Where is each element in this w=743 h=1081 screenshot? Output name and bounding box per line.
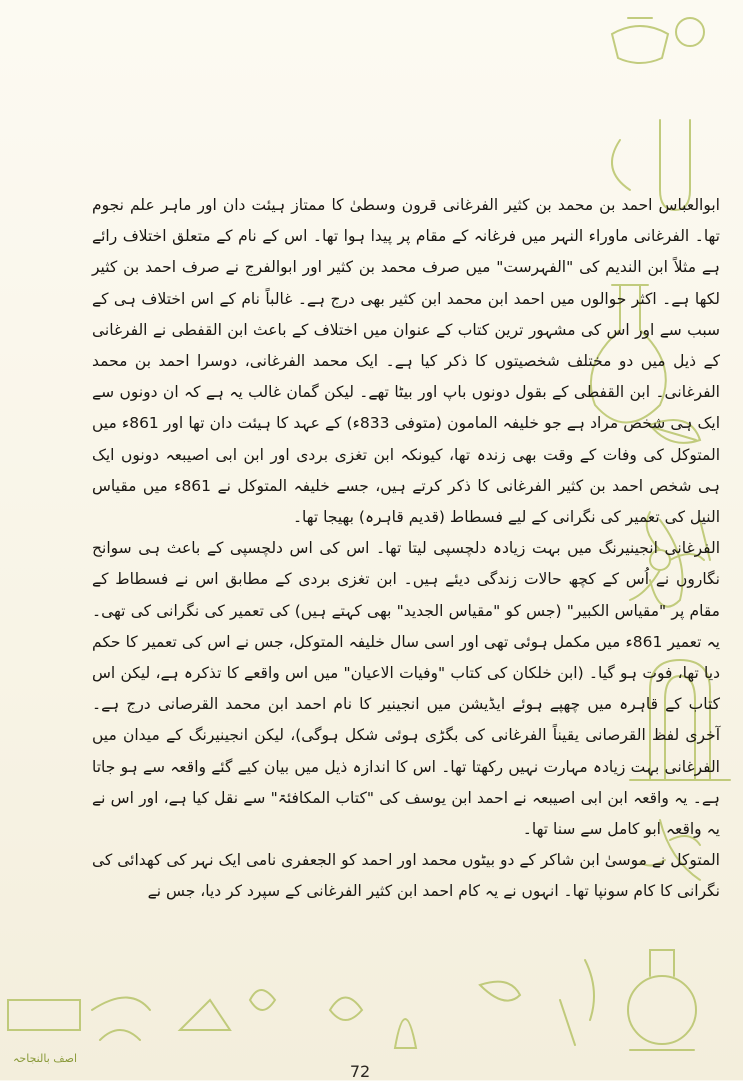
paragraph-2: الفرغانی انجینیرنگ میں بہت زیادہ دلچسپی لیتا تھا۔ اس کی اس دلچسپی کے باعث ہی سوانح نگاروں نے اُس کے کچھ حالات زندگی دیئے ہیں۔ ابن تغزی بردی کے مطابق اس نے فسطاط کے مقام پر "مقیاس الکبیر" (جس کو "مقیاس الجدید" بھی کہتے ہیں) کی تعمیر کی نگرانی کی تھی۔ یہ تعمیر 861ء میں مکمل ہوئی تھی اور اسی سال خلیفہ المتوکل، جس نے اس کی تعمیر کا حکم دیا تھا، فوت ہو گیا۔ (ابن خلکان کی کتاب "وفیات الاعیان" میں اس واقعے کا تذکرہ ہے، لیکن اس کتاب کے قاہرہ میں چھپے ہوئے ایڈیشن میں انجینیر کا نام احمد ابن محمد القرصانی درج ہے۔ آخری لفظ القرصانی یقیناً الفرغانی کی بگڑی ہوئی شکل ہوگی)، لیکن انجینیرنگ کے میدان میں الفرغانی بہت زیادہ مہارت نہیں رکھتا تھا۔ اس کا اندازہ ذیل میں بیان کیے گئے واقعہ سے ہو جاتا ہے۔ یہ واقعہ ابن ابی اصیبعہ نے احمد ابن یوسف کی "کتاب المکافئۃ" سے نقل کیا ہے، اور اس نے یہ واقعہ ابو کامل سے سنا تھا۔ xyxy=(92,539,720,839)
flask-illustration-icon xyxy=(612,18,704,63)
bottom-ornament-icons xyxy=(180,960,594,1048)
paragraph-3: المتوکل نے موسیٰ ابن شاکر کے دو بیٹوں محمد اور احمد کو الجعفری نامی ایک نہر کی کھدائی کی نگرانی کا کام سونپا تھا۔ انہوں نے یہ کام احمد ابن کثیر الفرغانی کے سپرد کر دیا، جس نے xyxy=(92,851,720,901)
paragraph-1: ابوالعباس احمد بن محمد بن کثیر الفرغانی قرون وسطیٰ کا ممتاز ہیئت دان اور ماہر علم نجوم تھا۔ الفرغانی ماوراء النہر میں فرغانہ کے مقام پر پیدا ہوا تھا۔ اس کے نام کے متعلق اختلاف رائے ہے مثلاً ابن الندیم کی "الفہرست" میں صرف محمد بن کثیر اور ابوالفرج نے صرف احمد بن کثیر لکھا ہے۔ اکثر حوالوں میں احمد ابن محمد ابن کثیر بھی درج ہے۔ غالباً نام کے اس اختلاف ہی کے سبب سے اور اس کی مشہور ترین کتاب کے عنوان میں اختلاف کے باعث ابن القفطی نے الفرغانی کے ذیل میں دو مختلف شخصیتوں کا ذکر کیا ہے۔ ایک محمد الفرغانی، دوسرا احمد بن محمد الفرغانی۔ ابن القفطی کے بقول دونوں باپ اور بیٹا تھے۔ لیکن گمان غالب یہ ہے کہ ان دونوں سے ایک ہی شخص مراد ہے جو خلیفہ المامون (متوفی 833ء) کے عہد کا ہیئت دان تھا اور 861ء میں المتوکل کی وفات کے وقت بھی زندہ تھا، کیونکہ ابن تغزی بردی اور ابن ابی اصیبعہ دونوں ایک ہی شخص احمد بن کثیر الفرغانی کا ذکر کرتے ہیں، جسے خلیفہ المتوکل نے 861ء میں مقیاس النیل کی تعمیر کی نگرانی کے لیے فسطاط (قدیم قاہرہ) بھیجا تھا۔ xyxy=(92,196,720,527)
page-number: 72 xyxy=(349,1062,371,1081)
article-text xyxy=(92,190,720,908)
globe-flask-icon xyxy=(628,950,696,1050)
stamp-box-icon xyxy=(8,998,150,1041)
stamp-label: اصف بالنجاحہ xyxy=(12,1052,78,1065)
